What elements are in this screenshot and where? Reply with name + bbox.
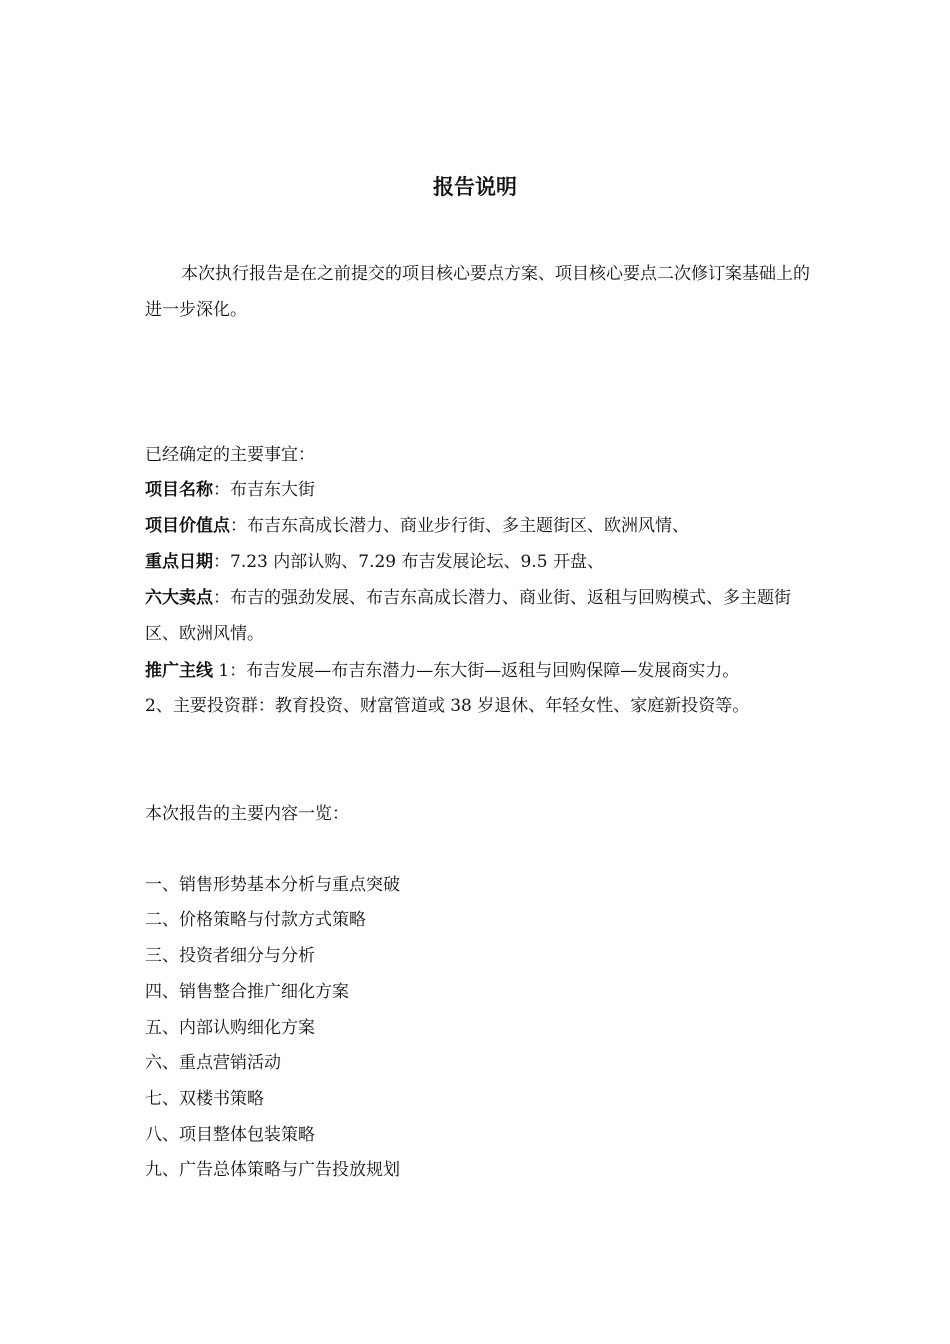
key-dates-line — [145, 547, 825, 577]
contents-item: 八、项目整体包装策略 — [145, 1125, 315, 1145]
promotion-line — [145, 656, 825, 686]
selling-points-label: 六大卖点 — [145, 588, 213, 608]
investors-line: 2、主要投资群：教育投资、财富管道或 38 岁退休、年轻女性、家庭新投资等。 — [145, 696, 750, 716]
key-dates-value: ：7.23 内部认购、7.29 布吉发展论坛、9.5 开盘、 — [213, 552, 604, 572]
page-title: 报告说明 — [433, 175, 517, 199]
selling-points-value: ：布吉的强劲发展、布吉东高成长潜力、商业街、返租与回购模式、多主题街区、欧洲风情。 — [145, 588, 791, 644]
project-name-value: ：布吉东大街 — [213, 480, 315, 500]
contents-heading: 本次报告的主要内容一览： — [145, 804, 349, 824]
contents-item: 一、销售形势基本分析与重点突破 — [145, 875, 400, 895]
contents-item: 二、价格策略与付款方式策略 — [145, 910, 366, 930]
intro-paragraph: 本次执行报告是在之前提交的项目核心要点方案、项目核心要点二次修订案基础上的进一步深化。 — [145, 264, 810, 320]
contents-item: 三、投资者细分与分析 — [145, 946, 315, 966]
promotion-value: 1：布吉发展—布吉东潜力—东大街—返租与回购保障—发展商实力。 — [213, 661, 740, 681]
project-value-value: ：布吉东高成长潜力、商业步行街、多主题街区、欧洲风情、 — [230, 516, 689, 536]
key-dates-label: 重点日期 — [145, 552, 213, 572]
contents-item: 七、双楼书策略 — [145, 1089, 264, 1109]
project-name-line — [145, 475, 825, 505]
contents-item: 九、广告总体策略与广告投放规划 — [145, 1160, 400, 1180]
promotion-label: 推广主线 — [145, 661, 213, 681]
contents-item: 五、内部认购细化方案 — [145, 1018, 315, 1038]
contents-item: 六、重点营销活动 — [145, 1053, 281, 1073]
project-value-label: 项目价值点 — [145, 516, 230, 536]
project-name-label: 项目名称 — [145, 480, 213, 500]
selling-points-line — [145, 580, 810, 652]
contents-item: 四、销售整合推广细化方案 — [145, 982, 349, 1002]
project-value-line — [145, 511, 825, 541]
confirmed-heading: 已经确定的主要事宜： — [145, 445, 315, 465]
